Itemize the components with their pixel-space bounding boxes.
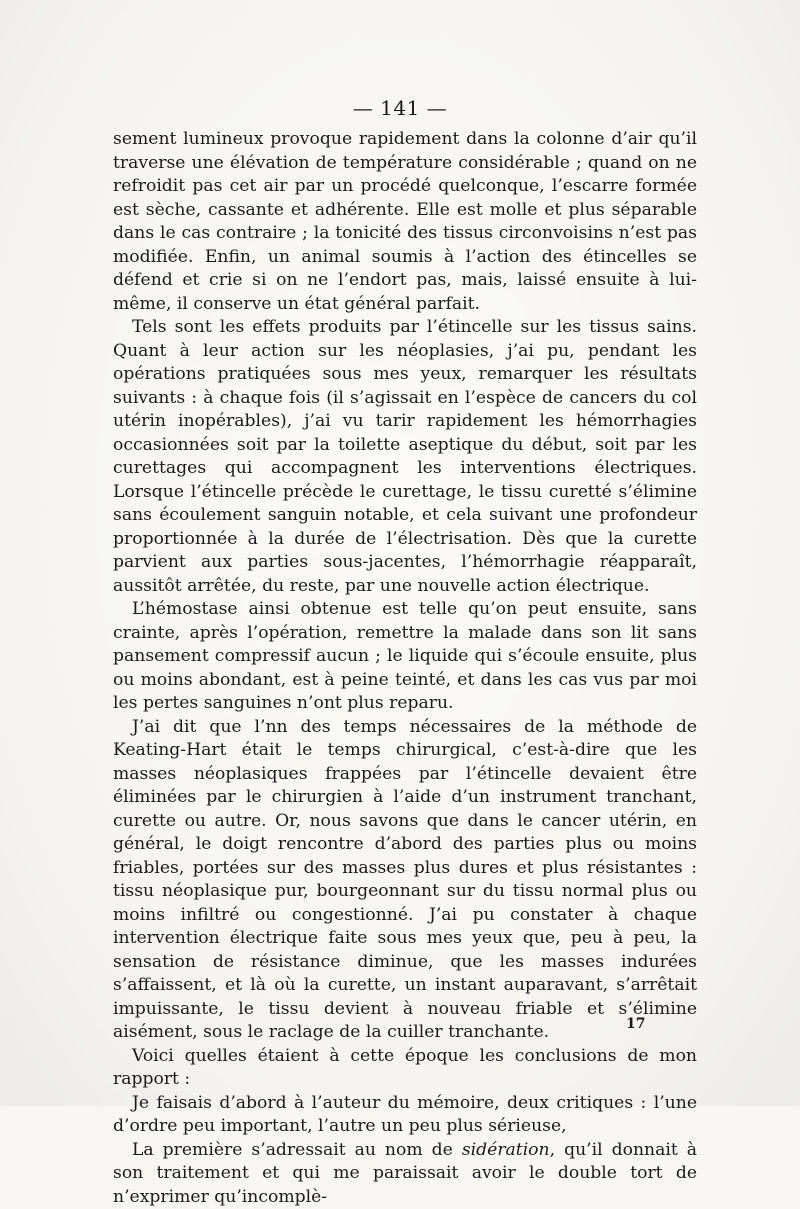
paragraph-5: Voici quelles étaient à cette époque les conclusions de mon rapport : [113, 1045, 697, 1092]
paragraph-7-end: , qu’il donnait à son traitement et qui me paraissait avoir le double tort de n’exprimer qu’incomplè- [113, 1140, 697, 1207]
paragraph-3: L’hémostase ainsi obtenue est telle qu’on peut ensuite, sans crainte, après l’opération, remettre la malade dans son lit sans pansement compressif aucun ; le liquide qui s’écoule ensuite, plus ou moins abondant, est à peine teinté, et dans les cas vus par moi les pertes sanguines n’ont plus reparu. [113, 598, 697, 716]
paragraph-1: sement lumineux provoque rapidement dans la colonne d’air qu’il traverse une élévation de température considérable ; quand on ne refroidit pas cet air par un procédé quelconque, l’escarre formée est sèche, cassante et adhérente. Elle est molle et plus séparable dans le cas contraire ; la tonicité des tissus circonvoisins n’est pas modifiée. Enfin, un animal soumis à l’action des étincelles se défend et crie si on ne l’endort pas, mais, laissé ensuite à lui-même, il conserve un état général parfait. [113, 128, 697, 316]
italic-term: sidération [462, 1140, 550, 1160]
paragraph-4: J’ai dit que l’nn des temps nécessaires de la méthode de Keating-Hart était le temps chirurgical, c’est-à-dire que les masses néoplasiques frappées par l’étincelle devaient être éliminées par le chirurgien à l’aide d’un instrument tranchant, curette ou autre. Or, nous savons que dans le cancer utérin, en général, le doigt rencontre d’abord des parties plus ou moins friables, portées sur des masses plus dures et plus résistantes : tissu néoplasique pur, bourgeonnant sur du tissu normal plus ou moins infiltré ou congestionné. J’ai pu constater à chaque intervention électrique faite sous mes yeux que, peu à peu, la sensation de résistance diminue, que les masses indurées s’affaissent, et là où la curette, un instant auparavant, s’arrêtait impuissante, le tissu devient à nouveau friable et s’élimine aisément, sous le raclage de la cuiller tranchante. [113, 716, 697, 1045]
paragraph-7 [113, 1139, 697, 1209]
paragraph-2: Tels sont les effets produits par l’étincelle sur les tissus sains. Quant à leur action sur les néoplasies, j’ai pu, pendant les opérations pratiquées sous mes yeux, remarquer les résultats suivants : à chaque fois (il s’agissait en l’espèce de cancers du col utérin inopérables), j’ai vu tarir rapidement les hémorrhagies occasionnées soit par la toilette aseptique du début, soit par les curettages qui accompagnent les interventions électriques. Lorsque l’étincelle précède le curettage, le tissu curetté s’élimine sans écoulement sanguin notable, et cela suivant une profondeur proportionnée à la durée de l’électrisation. Dès que la curette parvient aux parties sous-jacentes, l’hémorrhagie réapparaît, aussitôt arrêtée, du reste, par une nouvelle action électrique. [113, 316, 697, 598]
page-number: — 141 — [0, 96, 800, 120]
body-text [113, 128, 697, 1209]
signature-mark: 17 [626, 1016, 645, 1032]
paragraph-7-start: La première s’adressait au nom de [132, 1140, 462, 1160]
paragraph-6: Je faisais d’abord à l’auteur du mémoire, deux critiques : l’une d’ordre peu important, l’autre un peu plus sérieuse, [113, 1092, 697, 1139]
